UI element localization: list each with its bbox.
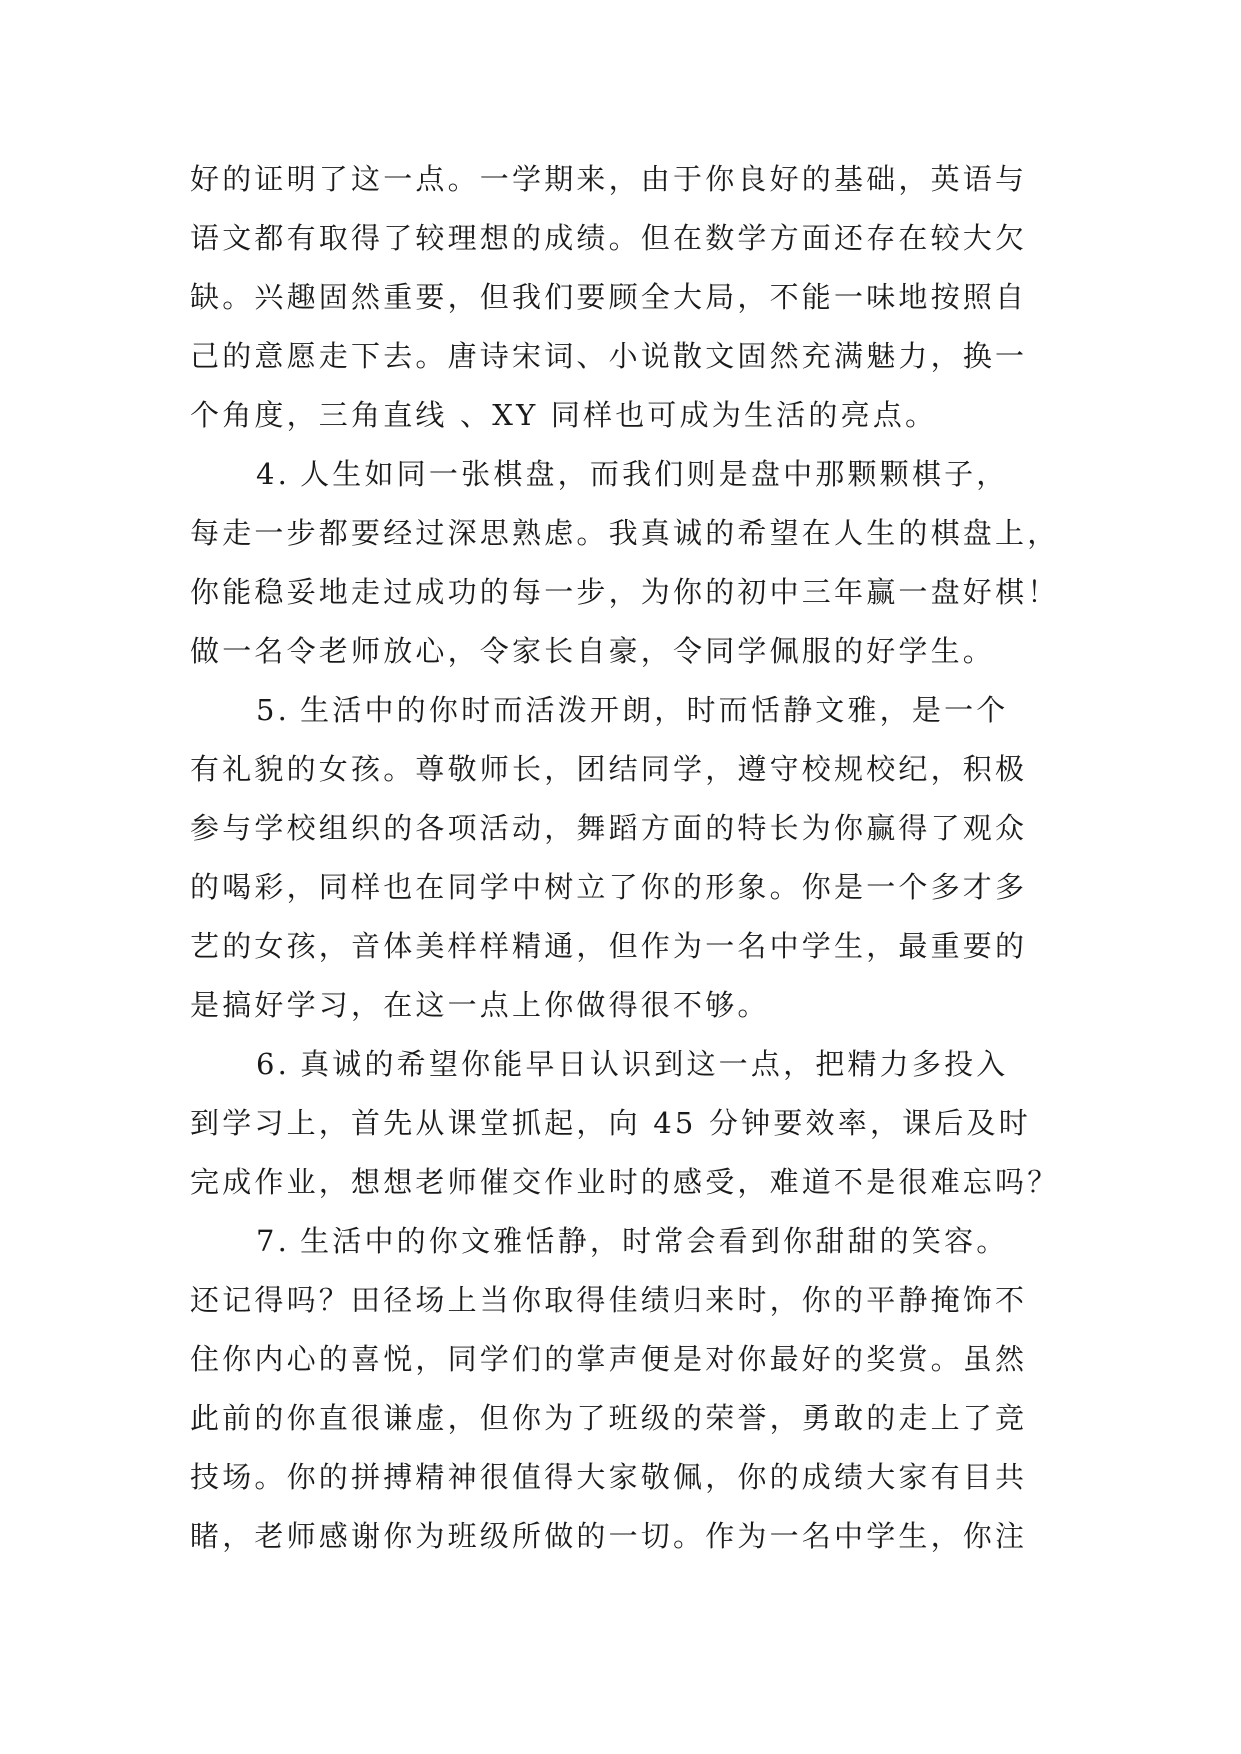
text-line: 此前的你直很谦虚，但你为了班级的荣誉，勇敢的走上了竞 xyxy=(190,1401,1028,1435)
text-line: 的喝彩，同样也在同学中树立了你的形象。你是一个多才多 xyxy=(190,870,1028,904)
text-line: 个角度，三角直线 、XY 同样也可成为生活的亮点。 xyxy=(190,398,938,432)
text-line xyxy=(190,1212,1060,1271)
text-line: 每走一步都要经过深思熟虑。我真诚的希望在人生的棋盘上， xyxy=(190,516,1060,550)
text-line: 参与学校组织的各项活动，舞蹈方面的特长为你赢得了观众 xyxy=(190,811,1028,845)
text-line: 完成作业，想想老师催交作业时的感受，难道不是很难忘吗？ xyxy=(190,1165,1060,1199)
text-line xyxy=(190,681,1060,740)
text-segment: 生活中的你时而活泼开朗，时而恬静文雅，是一个 xyxy=(300,693,1009,727)
text-line: 有礼貌的女孩。尊敬师长，团结同学，遵守校规校纪，积极 xyxy=(190,752,1028,786)
text-line: 还记得吗？田径场上当你取得佳绩归来时，你的平静掩饰不 xyxy=(190,1283,1028,1317)
text-line: 睹，老师感谢你为班级所做的一切。作为一名中学生，你注 xyxy=(190,1519,1028,1553)
paragraph-number: 7. xyxy=(256,1224,291,1258)
text-line: 己的意愿走下去。唐诗宋词、小说散文固然充满魅力，换一 xyxy=(190,339,1028,373)
text-segment: 生活中的你文雅恬静，时常会看到你甜甜的笑容。 xyxy=(300,1224,1009,1258)
text-line: 缺。兴趣固然重要，但我们要顾全大局，不能一味地按照自 xyxy=(190,280,1028,314)
paragraph-6 xyxy=(190,1035,1060,1212)
text-segment: 真诚的希望你能早日认识到这一点，把精力多投入 xyxy=(300,1047,1009,1081)
text-segment: 人生如同一张棋盘，而我们则是盘中那颗颗棋子， xyxy=(300,457,1009,491)
text-line: 做一名令老师放心，令家长自豪，令同学佩服的好学生。 xyxy=(190,634,996,668)
paragraph-7 xyxy=(190,1212,1060,1566)
paragraph-number: 4. xyxy=(256,457,291,491)
paragraph-continuation xyxy=(190,150,1060,445)
text-line: 你能稳妥地走过成功的每一步，为你的初中三年赢一盘好棋！ xyxy=(190,575,1060,609)
text-line: 艺的女孩，音体美样样精通，但作为一名中学生，最重要的 xyxy=(190,929,1028,963)
text-line: 好的证明了这一点。一学期来，由于你良好的基础，英语与 xyxy=(190,162,1028,196)
text-line: 技场。你的拼搏精神很值得大家敬佩，你的成绩大家有目共 xyxy=(190,1460,1028,1494)
paragraph-5 xyxy=(190,681,1060,1035)
paragraph-number: 6. xyxy=(256,1047,291,1081)
document-page xyxy=(190,150,1060,1566)
text-line xyxy=(190,1035,1060,1094)
text-line: 是搞好学习，在这一点上你做得很不够。 xyxy=(190,988,770,1022)
text-line: 到学习上，首先从课堂抓起，向 45 分钟要效率，课后及时 xyxy=(190,1106,1031,1140)
text-line: 语文都有取得了较理想的成绩。但在数学方面还存在较大欠 xyxy=(190,221,1028,255)
text-line: 住你内心的喜悦，同学们的掌声便是对你最好的奖赏。虽然 xyxy=(190,1342,1028,1376)
paragraph-number: 5. xyxy=(256,693,291,727)
text-line xyxy=(190,445,1060,504)
paragraph-4 xyxy=(190,445,1060,681)
